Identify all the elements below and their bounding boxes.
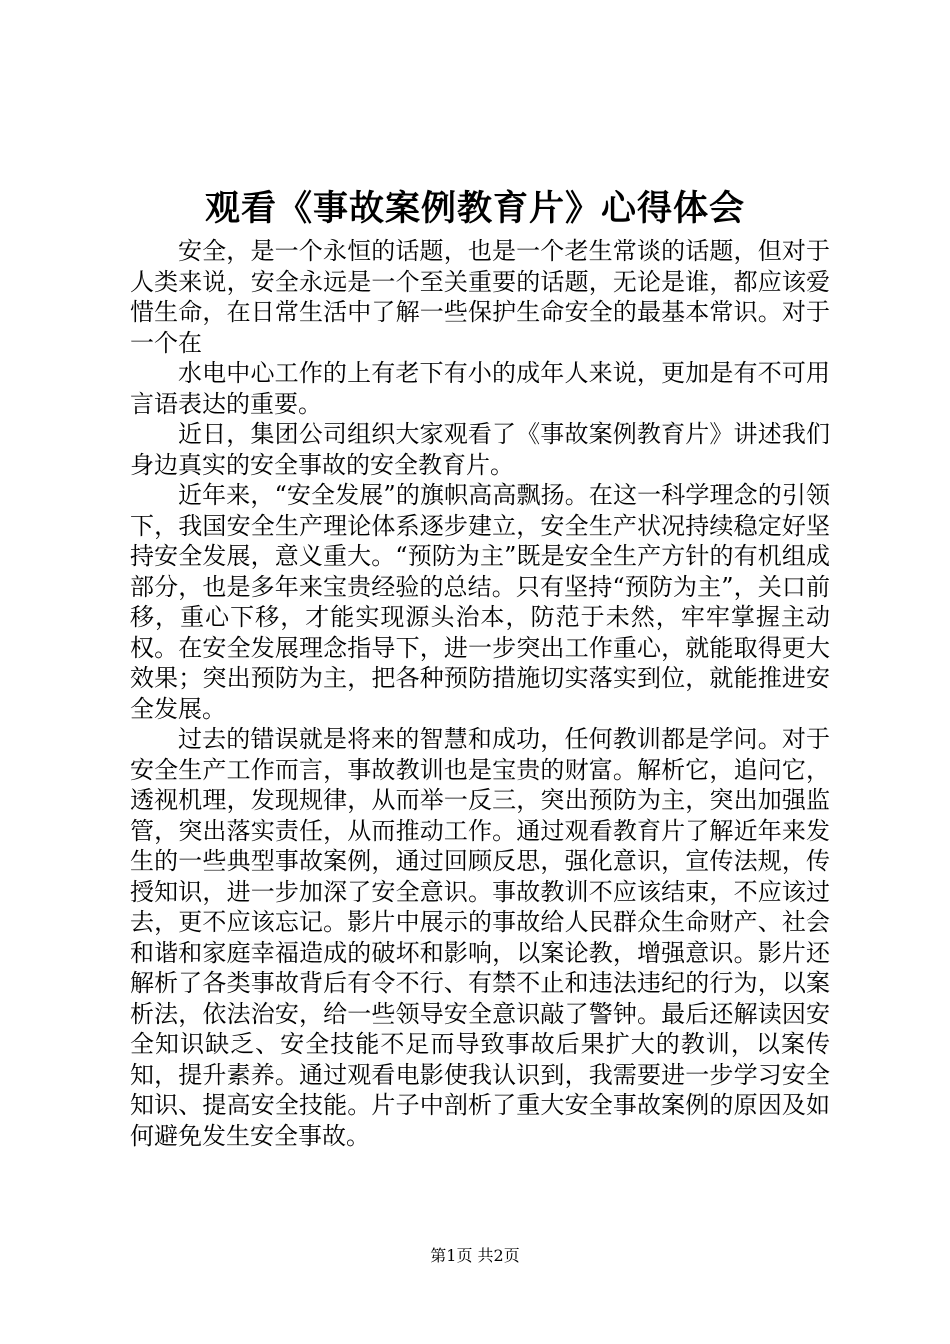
paragraph-5: 过去的错误就是将来的智慧和成功，任何教训都是学问。对于安全生产工作而言，事故教训也是宝贵的财富。解析它，追问它，透视机理，发现规律，从而举一反三，突出预防为主，突出加强监管，突出落实责任，从而推动工作。通过观看教育片了解近年来发生的一些典型事故案例，通过回顾反思，强化意识，宣传法规，传授知识，进一步加深了安全意识。事故教训不应该结束，不应该过去，更不应该忘记。影片中展示的事故给人民群众生命财产、社会和谐和家庭幸福造成的破坏和影响，以案论教，增强意识。影片还解析了各类事故背后有令不行、有禁不止和违法违纪的行为，以案析法，依法治安，给一些领导安全意识敲了警钟。最后还解读因安全知识缺乏、安全技能不足而导致事故后果扩大的教训，以案传知，提升素养。通过观看电影使我认识到，我需要进一步学习安全知识、提高安全技能。片子中剖析了重大安全事故案例的原因及如何避免发生安全事故。 [130,725,830,1150]
paragraph-3: 近日，集团公司组织大家观看了《事故案例教育片》讲述我们身边真实的安全事故的安全教育片。 [130,420,830,479]
document-title: 观看《事故案例教育片》心得体会 [204,188,745,229]
paragraph-2: 水电中心工作的上有老下有小的成年人来说，更加是有不可用言语表达的重要。 [130,359,830,418]
paragraph-1: 安全，是一个永恒的话题，也是一个老生常谈的话题，但对于人类来说，安全永远是一个至关重要的话题，无论是谁，都应该爱惜生命，在日常生活中了解一些保护生命安全的最基本常识。对于一个在 [130,237,830,357]
paragraph-4: 近年来，“安全发展”的旗帜高高飘扬。在这一科学理念的引领下，我国安全生产理论体系逐步建立，安全生产状况持续稳定好坚持安全发展，意义重大。“预防为主”既是安全生产方针的有机组成部分，也是多年来宝贵经验的总结。只有坚持“预防为主”，关口前移，重心下移，才能实现源头治本，防范于未然，牢牢掌握主动权。在安全发展理念指导下，进一步突出工作重心，就能取得更大效果；突出预防为主，把各种预防措施切实落实到位，就能推进安全发展。 [130,481,830,723]
page-footer: 第1页 共2页 [430,1246,520,1265]
document-body [130,236,830,1151]
